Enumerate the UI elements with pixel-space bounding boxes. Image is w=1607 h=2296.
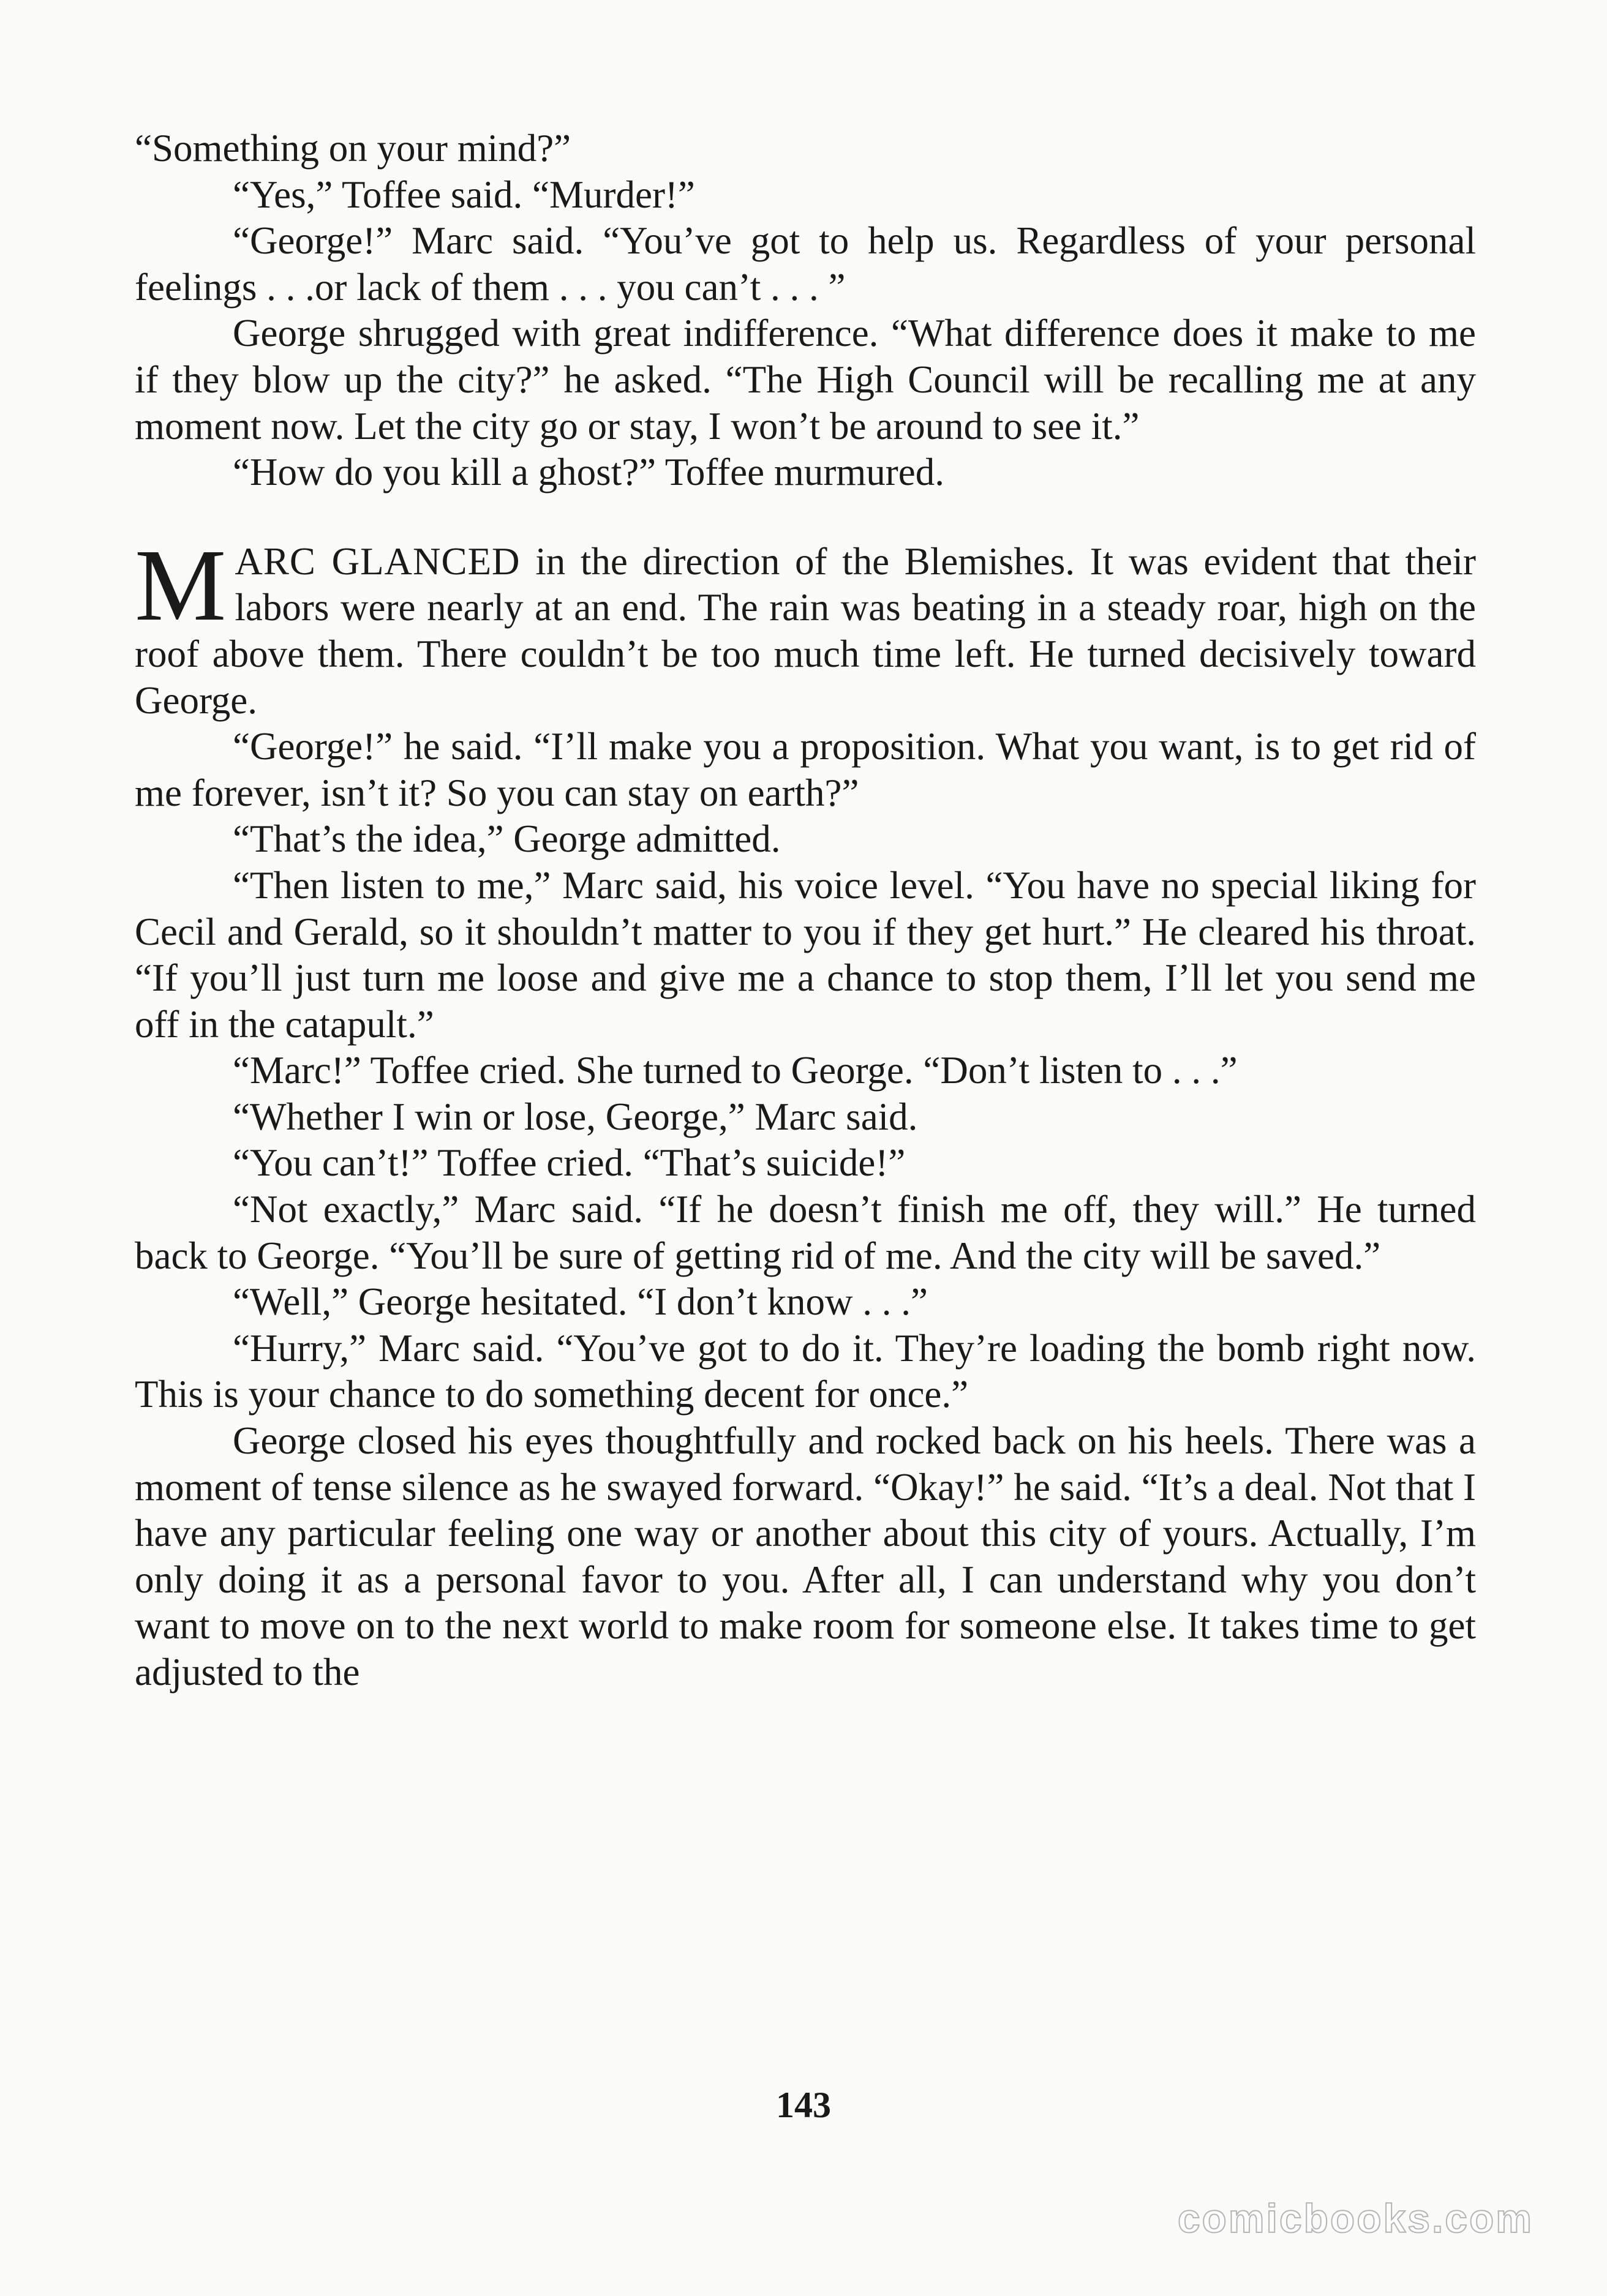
section-opening-text: in the direction of the Blemishes. It was evident that their labors were nearly at an end. The rain was beating in a steady roar, high on the roof above them. There couldn’t be too much time left. He turned decisively toward George. [135,539,1476,722]
page-number: 143 [776,2085,831,2125]
lead-in-caps: ARC GLANCED [235,539,521,583]
paragraph: “That’s the idea,” George admitted. [233,817,781,861]
paragraph: “Hurry,” Marc said. “You’ve got to do it. They’re loading the bomb right now. This is your chance to do something decent for once.” [135,1326,1476,1416]
paragraph: “How do you kill a ghost?” Toffee murmured. [233,451,944,494]
section-opening-paragraph [135,528,1476,724]
paragraph: “George!” Marc said. “You’ve got to help us. Regardless of your personal feelings . . .or lack of them . . . you can’t . . . ” [135,219,1476,309]
section-break [135,496,1476,539]
watermark: comicbooks.com [1177,2196,1534,2241]
paragraph: George shrugged with great indifference. “What difference does it make to me if they blow up the city?” he asked. “The High Council will be recalling me at any moment now. Let the city go or stay, I won’t be around to see it.” [135,312,1476,448]
paragraph: “Not exactly,” Marc said. “If he doesn’t finish me off, they will.” He turned back to George. “You’ll be sure of getting rid of me. And the city will be saved.” [135,1188,1476,1277]
paragraph: “Then listen to me,” Marc said, his voice level. “You have no special liking for Cecil and Gerald, so it shouldn’t matter to you if they get hurt.” He cleared his throat. “If you’ll just turn me loose and give me a chance to stop them, I’ll let you send me off in the catapult.” [135,863,1476,1046]
body-text [135,126,1476,1696]
paragraph: “George!” he said. “I’ll make you a proposition. What you want, is to get rid of me forever, isn’t it? So you can stay on earth?” [135,725,1476,814]
paragraph: “Something on your mind?” [135,127,571,170]
paragraph: “Yes,” Toffee said. “Murder!” [233,173,695,216]
paragraph: George closed his eyes thoughtfully and rocked back on his heels. There was a moment of tense silence as he swayed forward. “Okay!” he said. “It’s a deal. Not that I have any particular feeling one way or another about this city of yours. Actually, I’m only doing it as a personal favor to you. After all, I can understand why you don’t want to move on to the next world to make room for someone else. It takes time to get adjusted to the [135,1419,1476,1694]
paragraph: “Marc!” Toffee cried. She turned to George. “Don’t listen to . . .” [233,1049,1238,1092]
paragraph: “Whether I win or lose, George,” Marc said. [233,1095,918,1138]
paragraph: “You can’t!” Toffee cried. “That’s suicide!” [233,1141,906,1185]
paragraph: “Well,” George hesitated. “I don’t know . . .” [233,1280,928,1324]
drop-cap: M [135,528,227,642]
